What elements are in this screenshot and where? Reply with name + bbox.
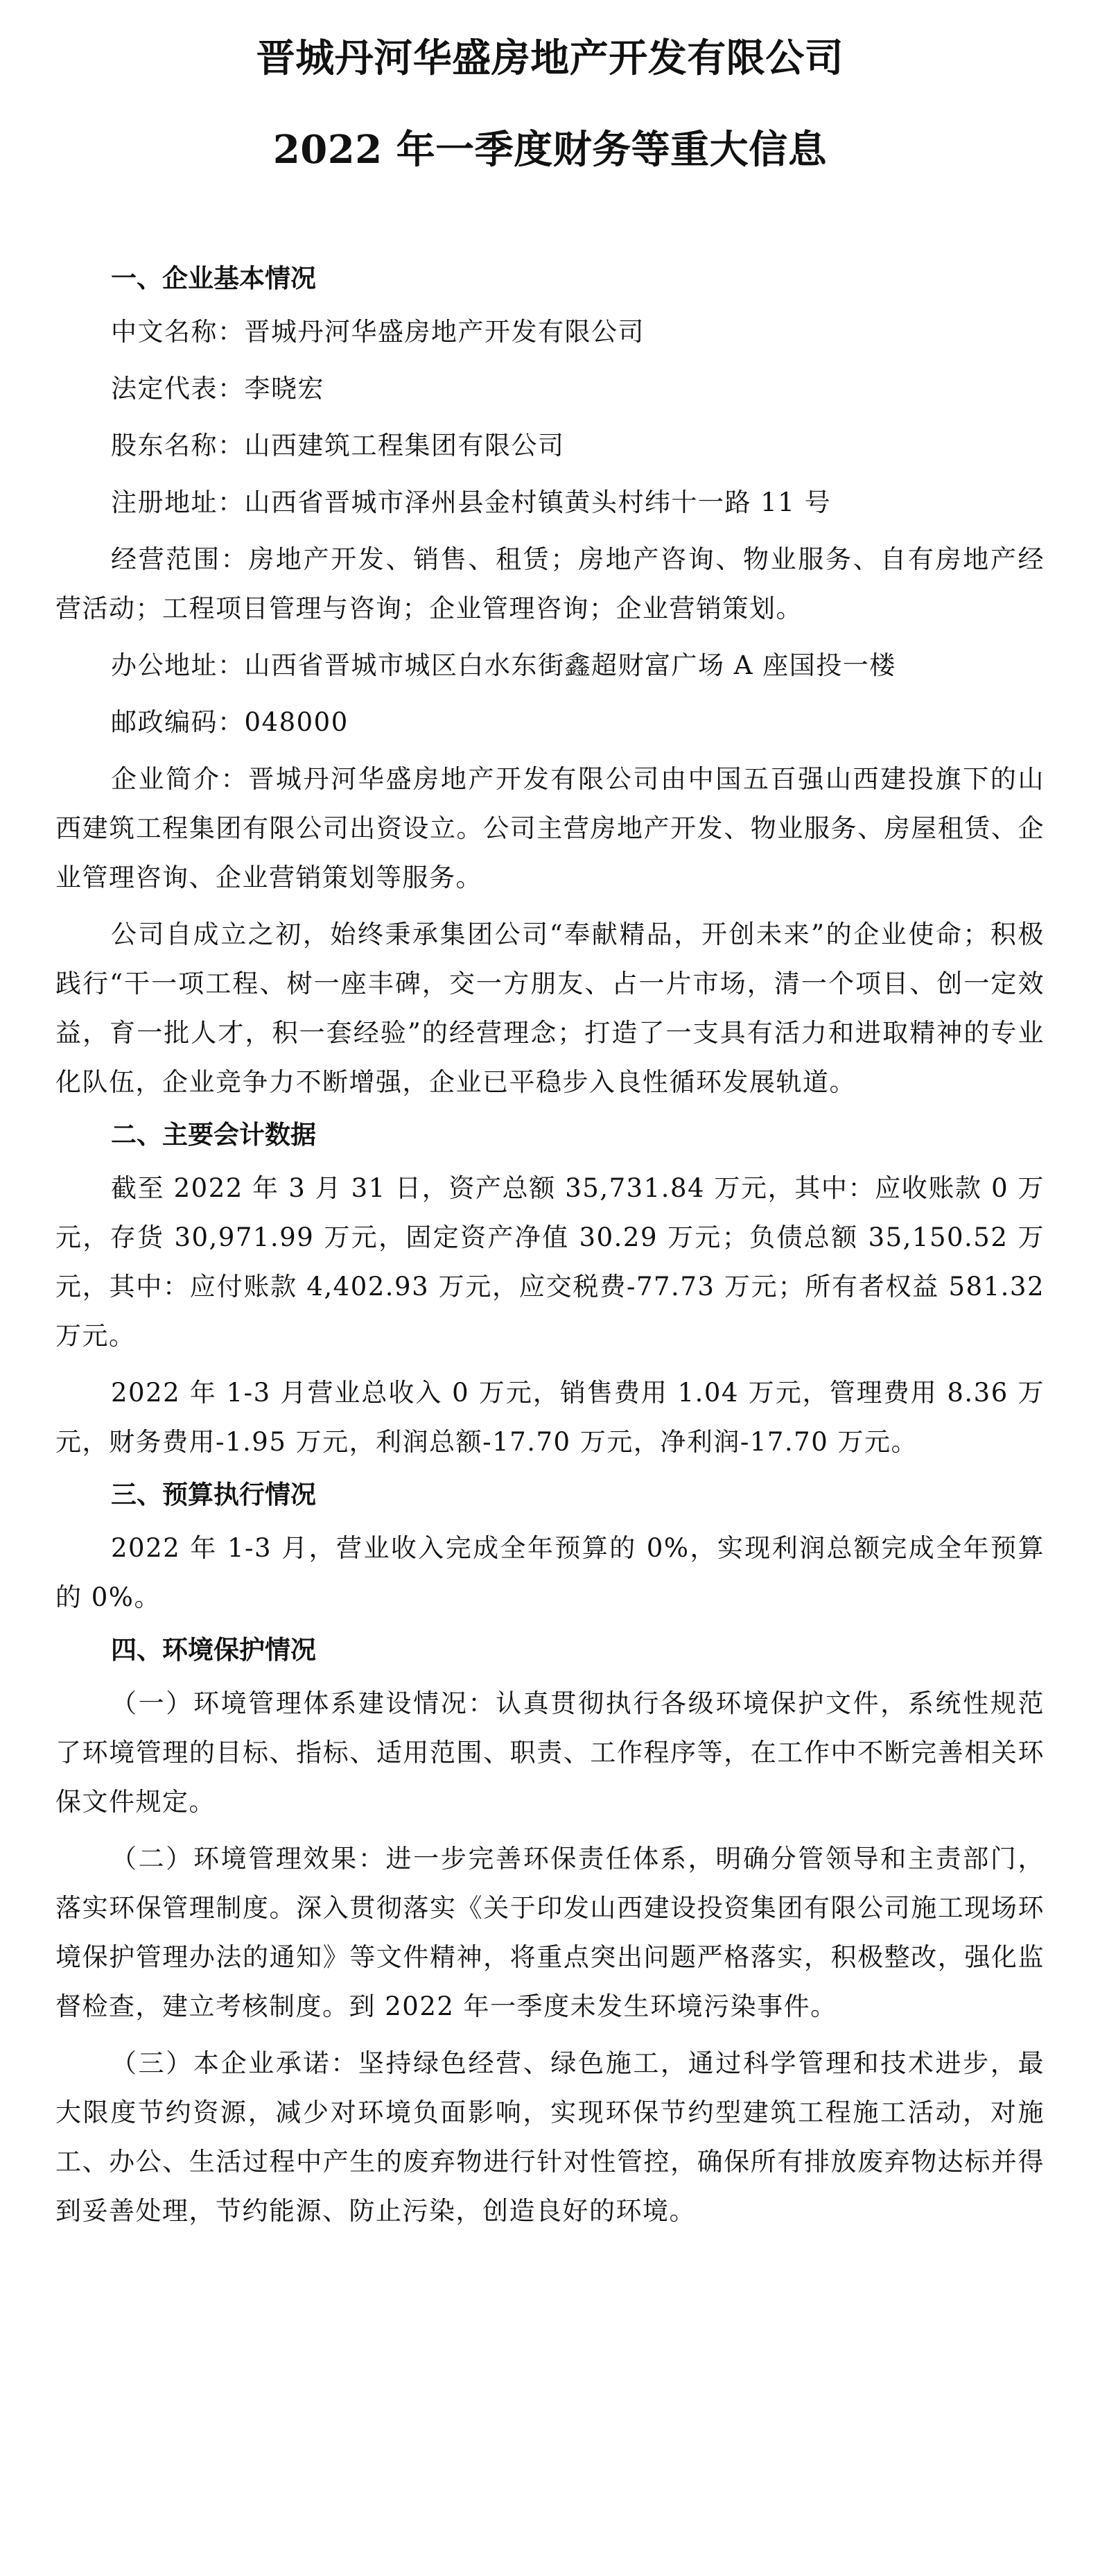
- document-title-company: 晋城丹河华盛房地产开发有限公司: [256, 35, 844, 81]
- document-title-report: 2022 年一季度财务等重大信息: [272, 127, 828, 173]
- chinese-name-line: 中文名称：晋城丹河华盛房地产开发有限公司: [111, 317, 645, 347]
- section-heading: 三、预算执行情况: [111, 1480, 316, 1510]
- env-commitment-paragraph: （三）本企业承诺：坚持绿色经营、绿色施工，通过科学管理和技术进步，最大限度节约资源，减少对环境负面影响，实现环保节约型建筑工程施工活动，对施工、办公、生活过程中产生的废弃物进行针对性管控，确保所有排放废弃物达标并得到妥善处理，节约能源、防止污染，创造良好的环境。: [55, 2048, 1045, 2226]
- balance-sheet-paragraph: 截至 2022 年 3 月 31 日，资产总额 35,731.84 万元，其中：应收账款 0 万元，存货 30,971.99 万元，固定资产净值 30.29 万元；负债总额 35,150.52 万元，其中：应付账款 4,402.93 万元，应交税费-77.73 万元；所有者权益 581.32 万元。: [55, 1173, 1045, 1351]
- section-budget-execution: [55, 1474, 1045, 1622]
- section-accounting-data: [55, 1114, 1045, 1467]
- legal-representative-line: 法定代表：李晓宏: [111, 374, 324, 404]
- postal-code-line: 邮政编码：048000: [111, 707, 349, 737]
- shareholder-line: 股东名称：山西建筑工程集团有限公司: [111, 431, 565, 460]
- env-effect-paragraph: （二）环境管理效果：进一步完善环保责任体系，明确分管领导和主责部门，落实环保管理制度。深入贯彻落实《关于印发山西建设投资集团有限公司施工现场环境保护管理办法的通知》等文件精神，将重点突出问题严格落实，积极整改，强化监督检查，建立考核制度。到 2022 年一季度未发生环境污染事件。: [55, 1844, 1045, 2021]
- office-address-line: 办公地址：山西省晋城市城区白水东街鑫超财富广场 A 座国投一楼: [111, 650, 896, 680]
- company-profile-paragraph: 企业简介：晋城丹河华盛房地产开发有限公司由中国五百强山西建投旗下的山西建筑工程集团有限公司出资设立。公司主营房地产开发、物业服务、房屋租赁、企业管理咨询、企业营销策划等服务。: [55, 764, 1045, 892]
- section-heading: 二、主要会计数据: [111, 1120, 316, 1150]
- section-heading: 四、环境保护情况: [111, 1635, 316, 1665]
- section-environmental-protection: [55, 1630, 1045, 2236]
- env-system-paragraph: （一）环境管理体系建设情况：认真贯彻执行各级环境保护文件，系统性规范了环境管理的目标、指标、适用范围、职责、工作程序等，在工作中不断完善相关环保文件规定。: [55, 1688, 1045, 1817]
- document-body: [55, 258, 1045, 2236]
- section-basic-info: [55, 258, 1045, 1107]
- income-statement-paragraph: 2022 年 1-3 月营业总收入 0 万元，销售费用 1.04 万元，管理费用 8.36 万元，财务费用-1.95 万元，利润总额-17.70 万元，净利润-17.70 万元。: [55, 1378, 1045, 1457]
- company-mission-paragraph: 公司自成立之初，始终秉承集团公司“奉献精品，开创未来”的企业使命；积极践行“干一项工程、树一座丰碑，交一方朋友、占一片市场，清一个项目、创一定效益，育一批人才，积一套经验”的经营理念；打造了一支具有活力和进取精神的专业化队伍，企业竞争力不断增强，企业已平稳步入良性循环发展轨道。: [55, 919, 1045, 1097]
- business-scope-paragraph: 经营范围：房地产开发、销售、租赁；房地产咨询、物业服务、自有房地产经营活动；工程项目管理与咨询；企业管理咨询；企业营销策划。: [55, 544, 1045, 623]
- budget-paragraph: 2022 年 1-3 月，营业收入完成全年预算的 0%，实现利润总额完成全年预算的 0%。: [55, 1533, 1045, 1612]
- section-heading: 一、企业基本情况: [111, 263, 316, 293]
- registered-address-line: 注册地址：山西省晋城市泽州县金村镇黄头村纬十一路 11 号: [111, 487, 832, 517]
